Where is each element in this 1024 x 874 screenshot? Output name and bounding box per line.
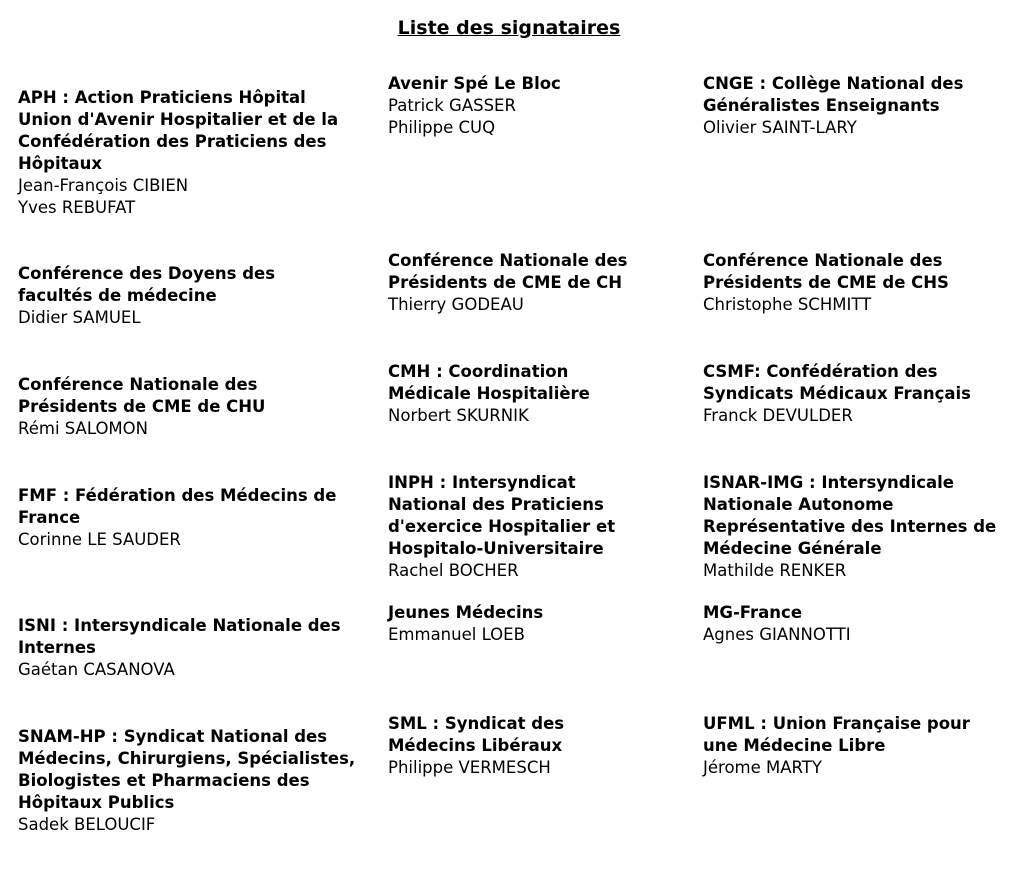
organization-name: ISNI : Intersyndicale Nationale des Internes	[18, 616, 341, 657]
signatory-entry-cmh	[388, 361, 648, 427]
signatory-name: Christophe SCHMITT	[703, 295, 872, 314]
organization-name: ISNAR-IMG : Intersyndicale Nationale Autonome Représentative des Internes de Médecine Générale	[703, 473, 997, 558]
organization-name: CSMF: Confédération des Syndicats Médicaux Français	[703, 362, 971, 403]
signatory-entry-cme-ch	[388, 250, 688, 316]
signatory-name: Sadek BELOUCIF	[18, 815, 156, 834]
signatory-entry-cnge	[703, 73, 1003, 139]
page-title: Liste des signataires	[397, 17, 621, 39]
organization-name: Conférence Nationale des Présidents de CME de CH	[388, 251, 628, 292]
signatory-name: Gaétan CASANOVA	[18, 660, 175, 679]
organization-name: CNGE : Collège National des Généralistes Enseignants	[703, 74, 964, 115]
signatory-entry-snam-hp	[18, 726, 363, 836]
signatory-entry-doyens	[18, 263, 318, 329]
organization-name: FMF : Fédération des Médecins de France	[18, 486, 337, 527]
signatory-entry-isni	[18, 615, 348, 681]
organization-name: Jeunes Médecins	[388, 603, 544, 622]
signatory-entry-mg-france	[703, 602, 1003, 646]
signatory-name: Olivier SAINT-LARY	[703, 118, 857, 137]
signatory-name: Mathilde RENKER	[703, 561, 847, 580]
organization-name: Conférence Nationale des Présidents de CME de CHU	[18, 375, 266, 416]
signatory-entry-cme-chu	[18, 374, 318, 440]
signatory-entry-aph	[18, 87, 363, 219]
organization-name: SML : Syndicat des Médecins Libéraux	[388, 714, 565, 755]
signatory-name: Rachel BOCHER	[388, 561, 519, 580]
organization-name: SNAM-HP : Syndicat National des Médecins, Chirurgiens, Spécialistes, Biologistes et Pharmaciens des Hôpitaux Publics	[18, 727, 356, 812]
signatory-name: Jean-François CIBIEN	[18, 176, 189, 195]
organization-name: Avenir Spé Le Bloc	[388, 74, 561, 93]
signatory-name: Franck DEVULDER	[703, 406, 853, 425]
signatory-name: Patrick GASSER	[388, 96, 516, 115]
organization-name: INPH : Intersyndicat National des Praticiens d'exercice Hospitalier et Hospitalo-Universitaire	[388, 473, 616, 558]
organization-name: Conférence Nationale des Présidents de CME de CHS	[703, 251, 949, 292]
signatory-name: Didier SAMUEL	[18, 308, 141, 327]
signatory-entry-csmf	[703, 361, 1013, 427]
organization-name: Conférence des Doyens des facultés de médecine	[18, 264, 276, 305]
signatory-entry-cme-chs	[703, 250, 1003, 316]
signatory-name: Philippe VERMESCH	[388, 758, 551, 777]
organization-name: APH : Action Praticiens Hôpital Union d'Avenir Hospitalier et de la Confédération des Praticiens des Hôpitaux	[18, 88, 339, 173]
signatory-name: Philippe CUQ	[388, 118, 496, 137]
signatory-name: Jérome MARTY	[703, 758, 822, 777]
signatory-entry-sml	[388, 713, 638, 779]
signatory-name: Agnes GIANNOTTI	[703, 625, 851, 644]
signatory-name: Norbert SKURNIK	[388, 406, 529, 425]
organization-name: CMH : Coordination Médicale Hospitalière	[388, 362, 590, 403]
signatory-entry-fmf	[18, 485, 348, 551]
signatory-name: Emmanuel LOEB	[388, 625, 525, 644]
organization-name: MG-France	[703, 603, 803, 622]
signatory-name: Rémi SALOMON	[18, 419, 149, 438]
signatory-name: Corinne LE SAUDER	[18, 530, 181, 549]
signatory-entry-isnar-img	[703, 472, 1003, 582]
signatory-name: Thierry GODEAU	[388, 295, 524, 314]
organization-name: UFML : Union Française pour une Médecine Libre	[703, 714, 970, 755]
signatory-entry-ufml	[703, 713, 1003, 779]
signatory-name: Yves REBUFAT	[18, 198, 136, 217]
signatory-entry-avenir-spe	[388, 73, 688, 139]
signatory-entry-jeunes-medecins	[388, 602, 668, 646]
signatory-entry-inph	[388, 472, 658, 582]
